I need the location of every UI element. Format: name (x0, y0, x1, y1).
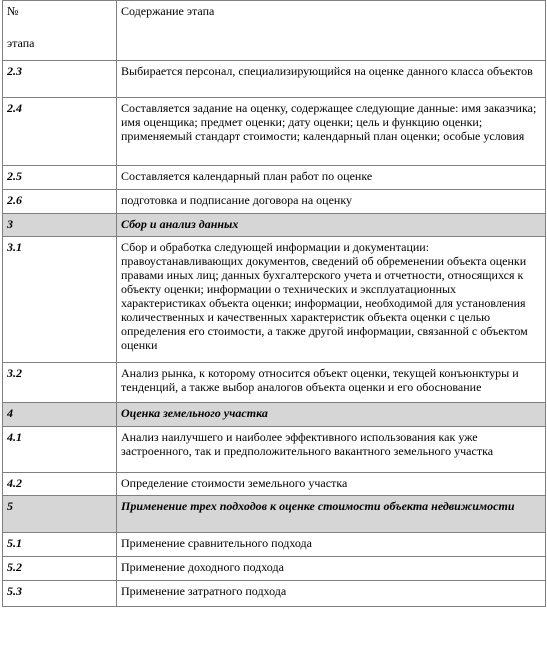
header-number-cell (3, 1, 117, 61)
section-row (3, 214, 546, 237)
section-title: Оценка земельного участка (117, 403, 546, 427)
section-title: Сбор и анализ данных (117, 214, 546, 237)
stages-table-body (3, 1, 546, 607)
header-number-label: № (7, 4, 19, 18)
table-row (3, 98, 546, 166)
table-row (3, 473, 546, 496)
section-row (3, 496, 546, 533)
stage-description: Сбор и обработка следующей информации и документации: правоустанавливающих документов, сведений об обременении объекта оценки правами иных лиц; данных бухгалтерского учета и отчетности, относящихся к объекту оценки; информации о технических и эксплуатационных характеристиках объекта оценки; информации, необходимой для установления количественных и качественных характеристик объекта оценки с целью определения его стоимости, а также другой информации, связанной с объектом оценки (117, 237, 546, 363)
stage-description: Определение стоимости земельного участка (117, 473, 546, 496)
stage-number: 2.3 (3, 61, 117, 98)
section-title: Применение трех подходов к оценке стоимости объекта недвижимости (117, 496, 546, 533)
table-header-row (3, 1, 546, 61)
stage-description: Применение сравнительного подхода (117, 533, 546, 557)
stage-number: 5.1 (3, 533, 117, 557)
stage-number: 2.5 (3, 166, 117, 190)
stage-description: Применение затратного подхода (117, 581, 546, 607)
table-row (3, 237, 546, 363)
stage-number: 3 (3, 214, 117, 237)
header-stage-label: этапа (7, 36, 35, 50)
stage-description: Составляется задание на оценку, содержащее следующие данные: имя заказчика; имя оценщика; предмет оценки; дату оценки; цель и функцию оценки; применяемый стандарт стоимости; календарный план оценки; особые условия (117, 98, 546, 166)
stage-number: 3.1 (3, 237, 117, 363)
stage-number: 5.2 (3, 557, 117, 581)
document-page (2, 0, 545, 607)
stage-number: 3.2 (3, 363, 117, 403)
table-row (3, 190, 546, 214)
stage-number: 2.6 (3, 190, 117, 214)
table-row (3, 363, 546, 403)
section-row (3, 403, 546, 427)
table-row (3, 533, 546, 557)
table-row (3, 61, 546, 98)
table-row (3, 166, 546, 190)
stage-number: 4.1 (3, 427, 117, 473)
stage-number: 5.3 (3, 581, 117, 607)
stage-description: Анализ рынка, к которому относится объект оценки, текущей конъюнктуры и тенденций, а также выбор аналогов объекта оценки и его обоснование (117, 363, 546, 403)
stage-number: 4 (3, 403, 117, 427)
stage-description: подготовка и подписание договора на оценку (117, 190, 546, 214)
stage-description: Составляется календарный план работ по оценке (117, 166, 546, 190)
stage-description: Выбирается персонал, специализирующийся на оценке данного класса объектов (117, 61, 546, 98)
stages-table (2, 0, 546, 607)
stage-number: 2.4 (3, 98, 117, 166)
table-row (3, 581, 546, 607)
table-row (3, 427, 546, 473)
stage-number: 5 (3, 496, 117, 533)
stage-description: Применение доходного подхода (117, 557, 546, 581)
stage-number: 4.2 (3, 473, 117, 496)
header-content-cell: Содержание этапа (117, 1, 546, 61)
stage-description: Анализ наилучшего и наиболее эффективного использования как уже застроенного, так и предположительного вакантного земельного участка (117, 427, 546, 473)
table-row (3, 557, 546, 581)
